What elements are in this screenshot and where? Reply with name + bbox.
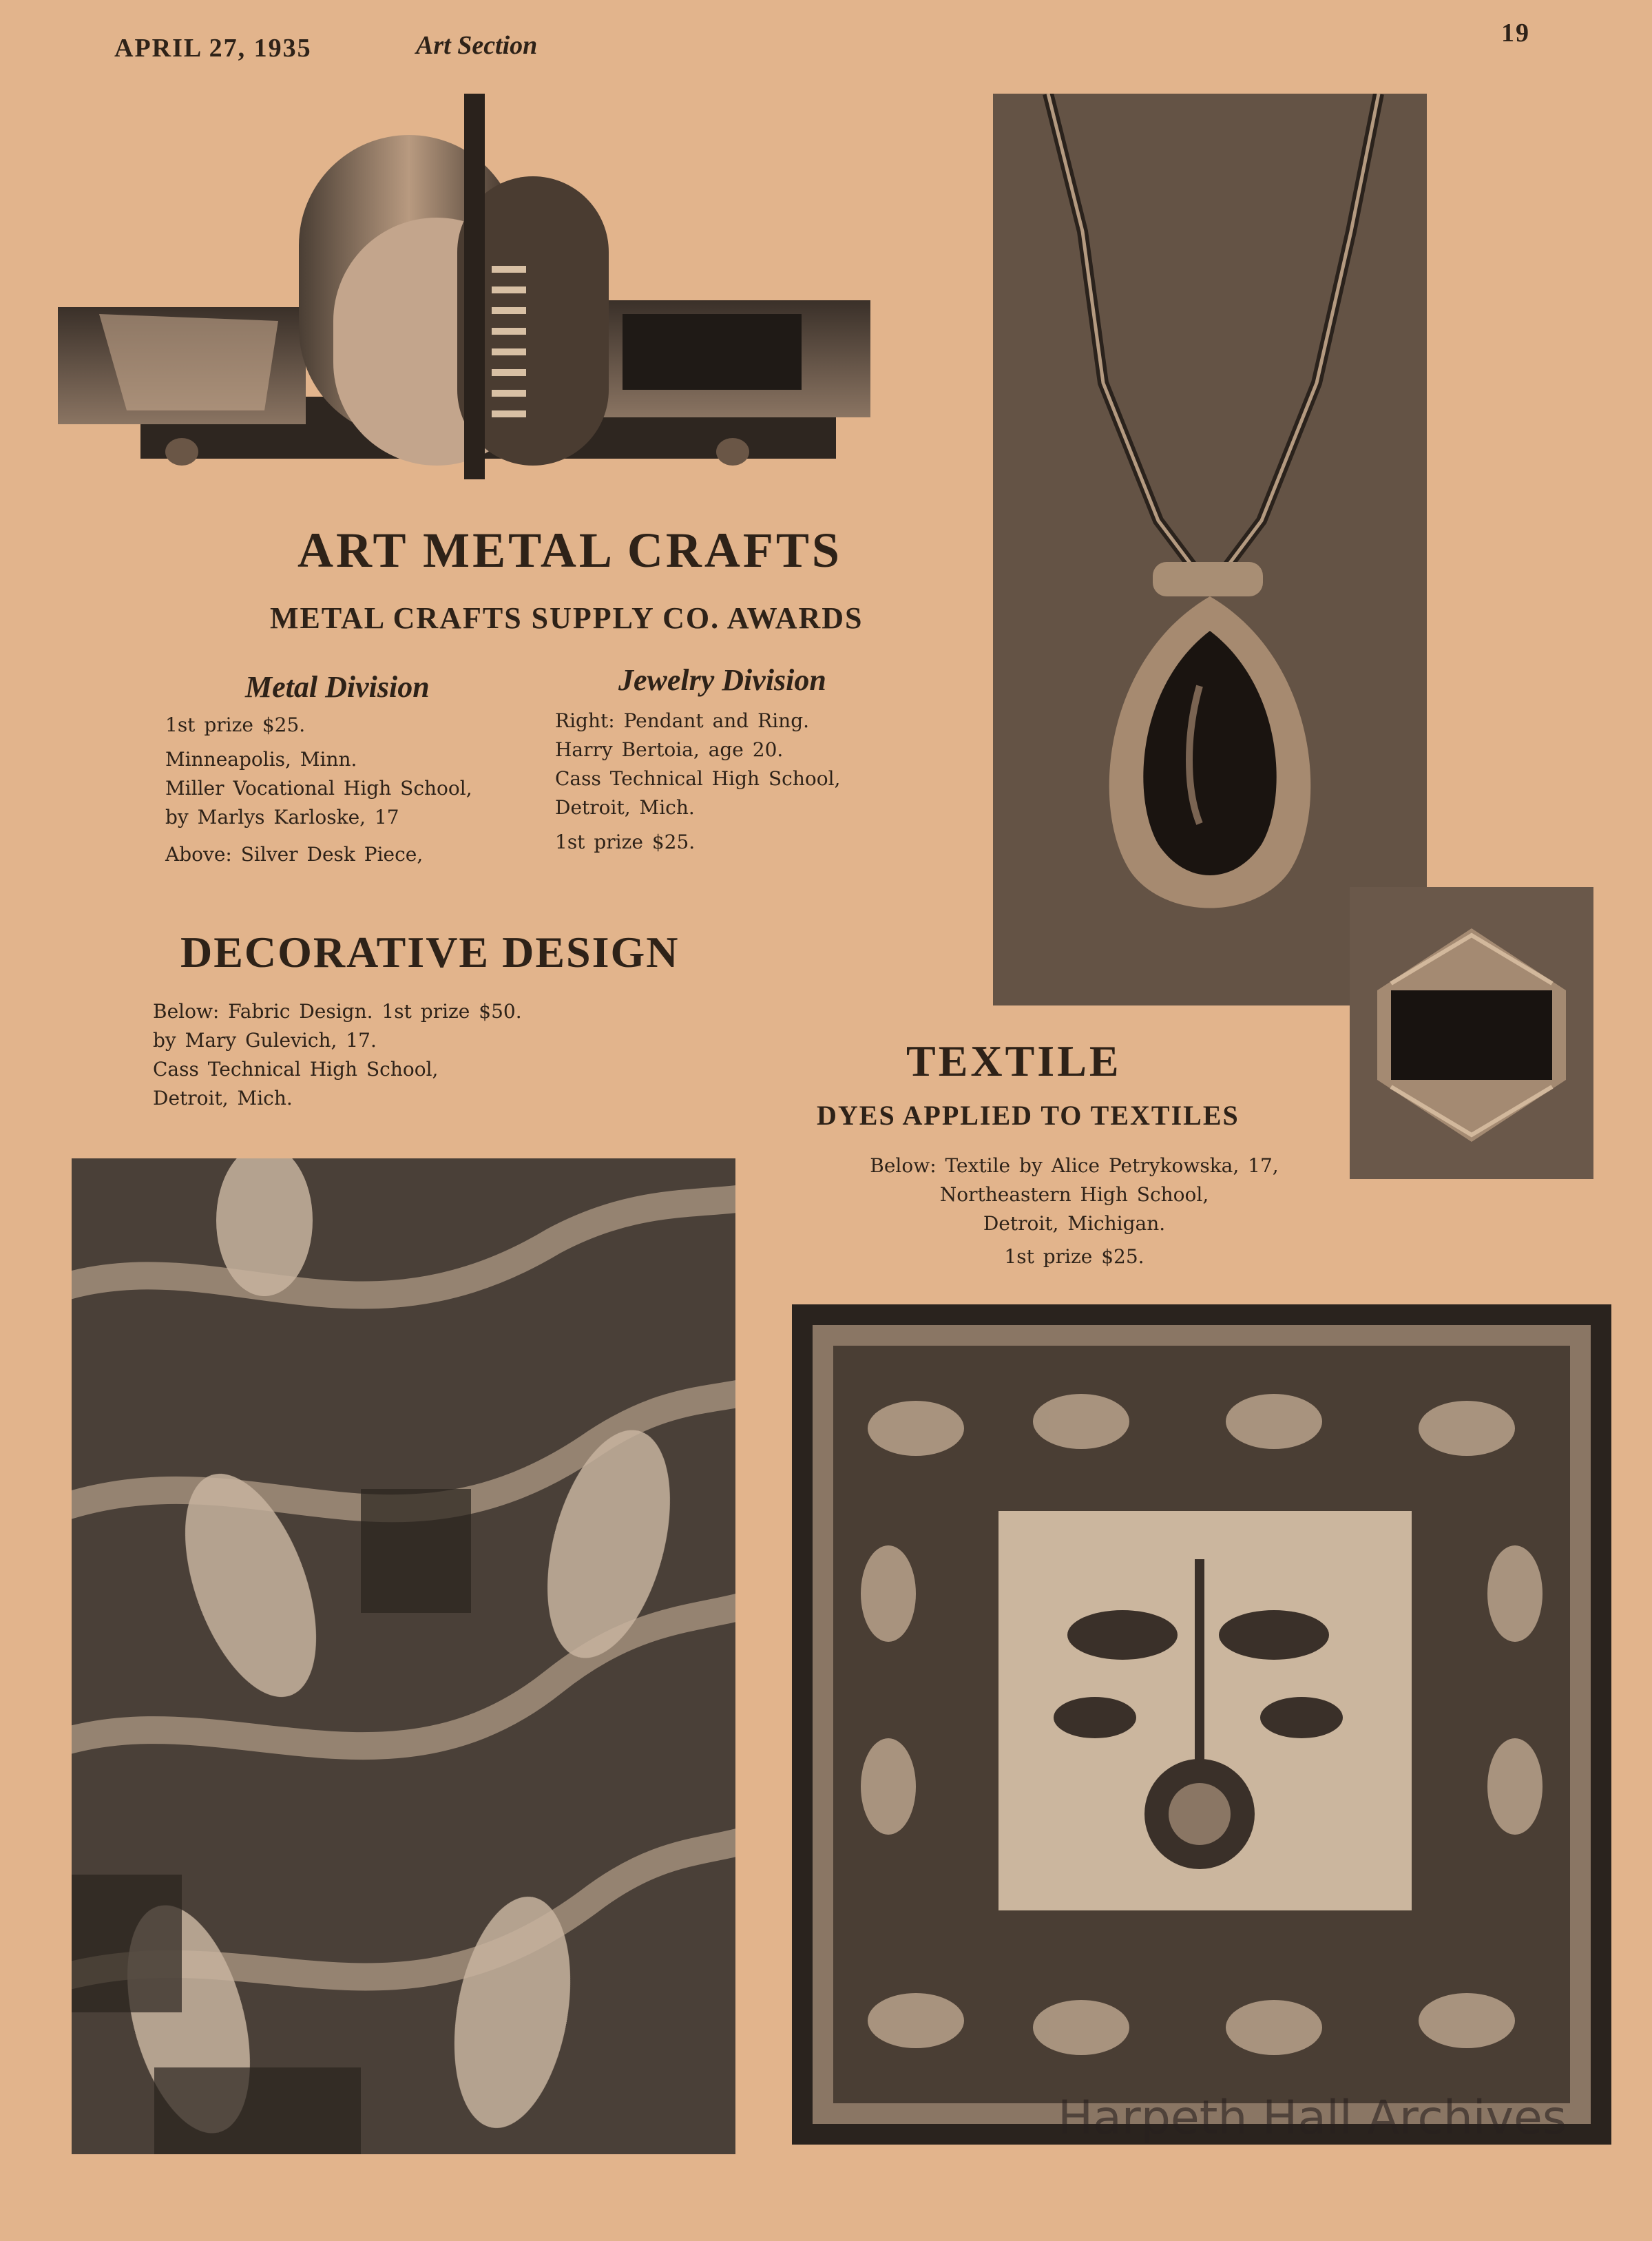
decorative-line: Below: Fabric Design. 1st prize $50. xyxy=(153,1000,522,1023)
textile-line: 1st prize $25. xyxy=(1004,1245,1144,1268)
decorative-line: Detroit, Mich. xyxy=(153,1087,293,1109)
metal-line: Above: Silver Desk Piece, xyxy=(165,843,424,866)
jewelry-line: Detroit, Mich. xyxy=(555,796,695,819)
archive-watermark: Harpeth Hall Archives xyxy=(1058,2091,1567,2145)
textile-line: Below: Textile by Alice Petrykowska, 17, xyxy=(870,1154,1279,1177)
metal-line: Minneapolis, Minn. xyxy=(165,748,357,771)
pendant-photo xyxy=(993,94,1427,1005)
jewelry-line: Cass Technical High School, xyxy=(555,767,841,790)
jewelry-line: 1st prize $25. xyxy=(555,831,696,853)
page-number: 19 xyxy=(1501,19,1530,48)
textile-photo xyxy=(792,1304,1611,2145)
decorative-text xyxy=(153,997,522,1113)
section-label: Art Section xyxy=(416,31,538,60)
art-metal-subtitle: METAL CRAFTS SUPPLY CO. AWARDS xyxy=(270,601,864,635)
textile-line: Northeastern High School, xyxy=(939,1183,1209,1206)
metal-division-heading: Metal Division xyxy=(245,670,430,704)
desk-piece-photo xyxy=(58,94,881,507)
art-metal-title: ART METAL CRAFTS xyxy=(297,523,842,578)
metal-line: by Marlys Karloske, 17 xyxy=(165,806,399,828)
textile-title: TEXTILE xyxy=(906,1036,1122,1085)
decorative-title: DECORATIVE DESIGN xyxy=(180,928,680,977)
textile-subtitle: DYES APPLIED TO TEXTILES xyxy=(817,1100,1240,1131)
textile-line: Detroit, Michigan. xyxy=(983,1212,1166,1235)
decorative-line: Cass Technical High School, xyxy=(153,1058,439,1081)
jewelry-line: Right: Pendant and Ring. xyxy=(555,709,810,732)
fabric-design-photo xyxy=(72,1158,735,2154)
jewelry-line: Harry Bertoia, age 20. xyxy=(555,738,784,761)
metal-line: 1st prize $25. xyxy=(165,713,306,736)
issue-date: APRIL 27, 1935 xyxy=(114,34,312,63)
metal-division-text xyxy=(165,711,472,869)
metal-line: Miller Vocational High School, xyxy=(165,777,472,800)
decorative-line: by Mary Gulevich, 17. xyxy=(153,1029,377,1052)
jewelry-division-heading: Jewelry Division xyxy=(618,663,826,697)
textile-text xyxy=(833,1151,1315,1271)
ring-photo xyxy=(1350,887,1593,1179)
jewelry-division-text xyxy=(555,707,840,857)
